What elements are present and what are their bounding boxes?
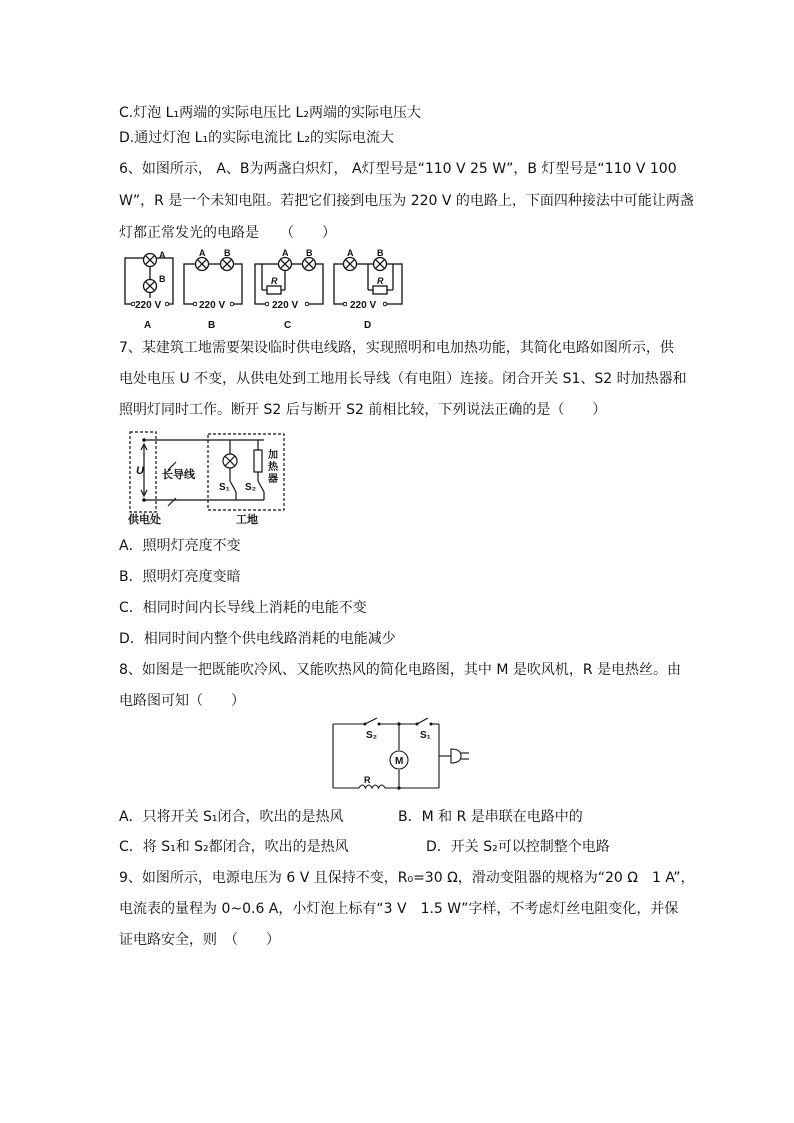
lamp-b-label: B — [306, 248, 313, 258]
resistor-icon — [267, 286, 281, 294]
q8-option-c: C．将 S₁和 S₂都闭合，吹出的是热风 — [119, 839, 349, 855]
lamp-icon — [344, 258, 357, 271]
s1-label: S₁ — [420, 730, 431, 741]
lamp-icon — [223, 454, 237, 468]
q7-option-b: B．照明灯亮度变暗 — [119, 569, 241, 585]
caption-c: C — [284, 320, 292, 331]
q8-stem-line1: 8、如图是一把既能吹冷风、又能吹热风的简化电路图，其中 M 是吹风机，R 是电热丝。由 — [119, 662, 682, 678]
heater-icon — [254, 450, 262, 472]
heater-label-2: 热 — [268, 462, 278, 473]
resistor-icon — [373, 286, 387, 294]
lamp-icon — [374, 258, 387, 271]
lamp-b-label: B — [224, 248, 231, 258]
q7-circuit-figure — [124, 426, 294, 526]
q8-circuit-figure — [327, 716, 472, 801]
q7-option-d: D．相同时间内整个供电线路消耗的电能减少 — [119, 631, 396, 647]
q7-stem-line3: 照明灯同时工作。断开 S2 后与断开 S2 前相比较，下列说法正确的是（ ） — [119, 402, 607, 418]
resistor-coil-icon — [359, 785, 385, 788]
lamp-b-label: B — [377, 248, 384, 258]
q9-stem-line3: 证电路安全，则 （ ） — [119, 932, 280, 948]
resistor-label: R — [364, 775, 371, 785]
q7-stem-line1: 7、某建筑工地需要架设临时供电线路，实现照明和电加热功能，其简化电路如图所示，供 — [119, 340, 674, 356]
q8-stem-line2: 电路图可知（ ） — [119, 693, 245, 709]
heater-label-1: 加 — [268, 450, 278, 461]
voltage-label: 220 V — [199, 300, 226, 311]
heater-label-3: 器 — [268, 474, 278, 485]
site-label: 工地 — [236, 514, 258, 526]
lamp-icon — [144, 254, 157, 267]
lamp-b-label: B — [159, 274, 166, 284]
voltage-label: 220 V — [135, 300, 162, 311]
long-wire-label: 长导线 — [162, 469, 195, 481]
supply-label: 供电处 — [128, 514, 161, 526]
lamp-a-label: A — [282, 248, 289, 258]
lamp-a-label: A — [159, 250, 166, 260]
voltage-u-label: U — [136, 465, 144, 477]
q9-stem-line2: 电流表的量程为 0~0.6 A，小灯泡上标有“3 V 1.5 W”字样，不考虑灯丝电阻变化，并保 — [119, 901, 679, 917]
q6-stem-line3: 灯都正常发光的电路是 （ ） — [119, 225, 336, 241]
resistor-label: R — [271, 276, 278, 286]
s1-label: S₁ — [219, 482, 230, 493]
q7-stem-line2: 电处电压 U 不变，从供电处到工地用长导线（有电阻）连接。闭合开关 S1、S2 时加热器和 — [119, 371, 687, 387]
lamp-icon — [144, 280, 157, 293]
plug-icon — [451, 749, 461, 763]
lamp-icon — [303, 258, 316, 271]
resistor-label: R — [377, 276, 384, 286]
q7-option-a: A．照明灯亮度不变 — [119, 538, 241, 554]
motor-label: M — [395, 756, 404, 767]
q8-option-b: B．M 和 R 是串联在电路中的 — [398, 809, 583, 825]
q9-stem-line1: 9、如图所示，电源电压为 6 V 且保持不变，R₀=30 Ω，滑动变阻器的规格为“20 Ω 1 A”， — [119, 870, 695, 886]
lamp-icon — [221, 258, 234, 271]
q5-option-d: D.通过灯泡 L₁的实际电流比 L₂的实际电流大 — [119, 130, 394, 146]
q5-option-c: C.灯泡 L₁两端的实际电压比 L₂两端的实际电压大 — [119, 105, 421, 121]
q7-option-c: C．相同时间内长导线上消耗的电能不变 — [119, 600, 367, 616]
caption-d: D — [364, 320, 372, 331]
q8-option-d: D．开关 S₂可以控制整个电路 — [426, 839, 610, 855]
q6-stem-line1: 6、如图所示， A、B为两盏白炽灯， A灯型号是“110 V 25 W”，B 灯型号是“110 V 100 — [119, 161, 677, 177]
voltage-label: 220 V — [272, 300, 299, 311]
caption-a: A — [144, 320, 152, 331]
caption-b: B — [208, 320, 216, 331]
q8-option-a: A．只将开关 S₁闭合，吹出的是热风 — [119, 809, 344, 825]
q6-circuit-figure — [117, 246, 407, 332]
lamp-a-label: A — [199, 248, 206, 258]
lamp-a-label: A — [347, 248, 354, 258]
lamp-icon — [196, 258, 209, 271]
voltage-label: 220 V — [350, 300, 377, 311]
q6-stem-line2: W”，R 是一个未知电阻。若把它们接到电压为 220 V 的电路上，下面四种接法中可能让两盏 — [119, 193, 694, 209]
s2-label: S₂ — [245, 482, 257, 493]
s2-label: S₂ — [366, 730, 378, 741]
lamp-icon — [279, 258, 292, 271]
